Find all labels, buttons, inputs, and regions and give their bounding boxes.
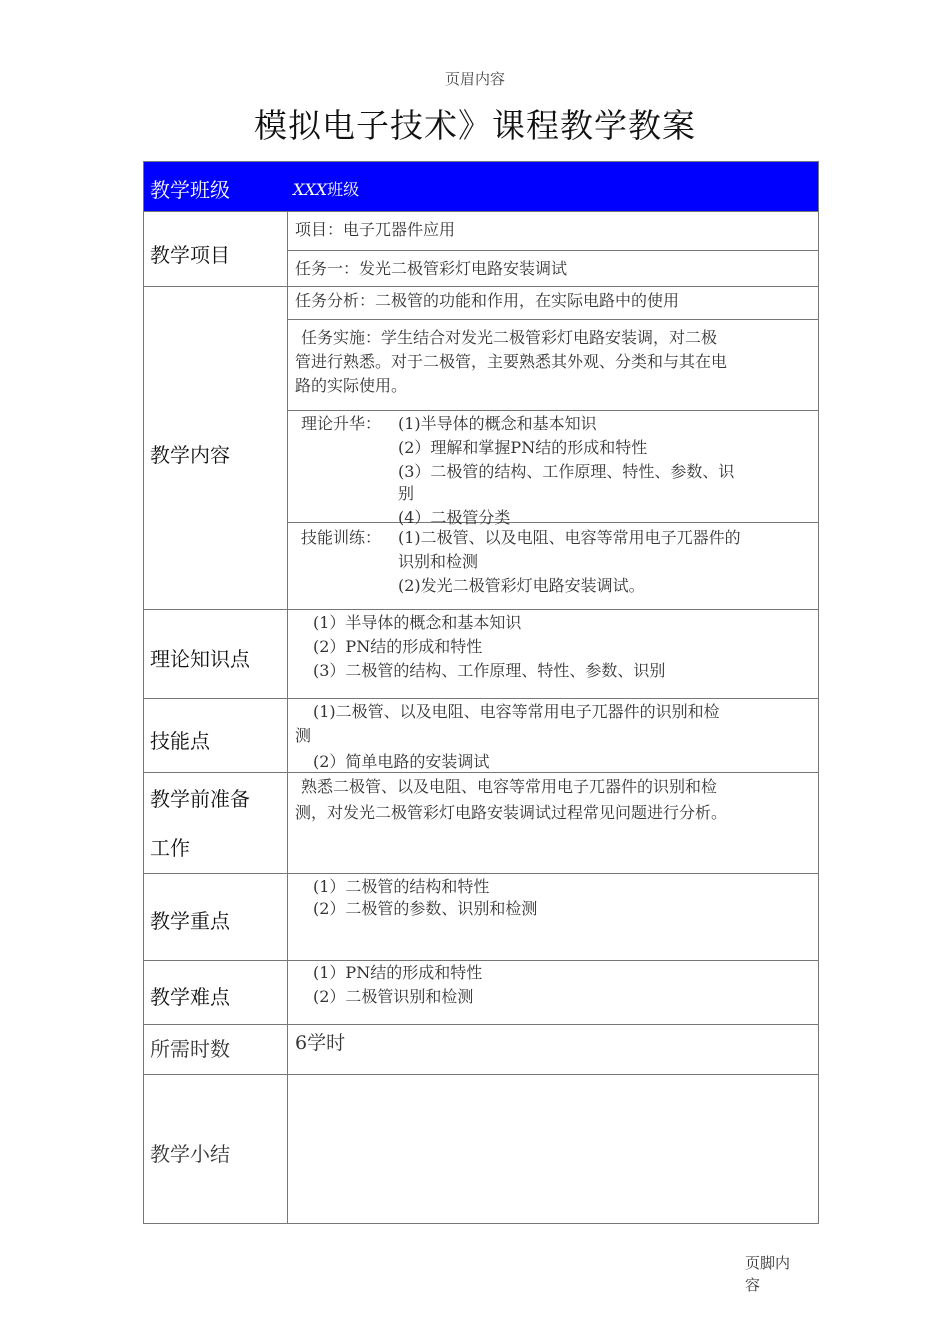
skill-item-2: (2)发光二极管彩灯电路安装调试。 [398, 576, 645, 595]
project-text: 项目：电子兀器件应用 [295, 220, 456, 239]
hours-label: 所需时数 [150, 1037, 230, 1061]
skill-point-1-cont: 测 [295, 726, 312, 745]
implementation-line-1: 任务实施：学生结合对发光二极管彩灯电路安装调，对二极 [301, 328, 718, 347]
theory-item-3-cont: 别 [398, 484, 415, 503]
preparation-line-1: 熟悉二极管、以及电阻、电容等常用电子兀器件的识别和检 [301, 777, 718, 796]
theory-point-2: (2）PN结的形成和特性 [313, 637, 483, 656]
skill-label: 技能训练： [301, 528, 382, 547]
class-value: XXX班级 [293, 180, 360, 199]
page-title: 模拟电子技术》课程教学教案 [254, 106, 696, 145]
lesson-plan-table [143, 161, 819, 1224]
implementation-line-2: 管进行熟悉。对于二极管，主要熟悉其外观、分类和与其在电 [295, 352, 728, 371]
skill-points-label: 技能点 [150, 729, 210, 753]
preparation-label-line-1: 教学前准备 [150, 787, 250, 811]
summary-label: 教学小结 [150, 1142, 230, 1166]
skill-item-1: (1)二极管、以及电阻、电容等常用电子兀器件的 [398, 528, 741, 547]
hours-value: 6学时 [295, 1032, 346, 1054]
class-label: 教学班级 [150, 178, 230, 202]
preparation-line-2: 测，对发光二极管彩灯电路安装调试过程常见问题进行分析。 [295, 803, 728, 822]
preparation-label-line-2: 工作 [150, 836, 190, 860]
key-point-1: (1）二极管的结构和特性 [313, 877, 490, 896]
skill-point-2: (2）简单电路的安装调试 [313, 752, 490, 771]
skill-point-1: (1)二极管、以及电阻、电容等常用电子兀器件的识别和检 [313, 702, 720, 721]
theory-point-1: (1）半导体的概念和基本知识 [313, 613, 522, 632]
difficult-point-1: (1）PN结的形成和特性 [313, 963, 483, 982]
theory-item-3: (3）二极管的结构、工作原理、特性、参数、识 [398, 462, 735, 481]
theory-item-1: (1)半导体的概念和基本知识 [398, 414, 597, 433]
content-label: 教学内容 [150, 443, 230, 467]
difficult-points-label: 教学难点 [150, 985, 230, 1009]
key-point-2: (2）二极管的参数、识别和检测 [313, 899, 538, 918]
theory-item-4: (4）二极管分类 [398, 508, 511, 527]
theory-label: 理论升华： [301, 414, 382, 433]
theory-item-2: (2）理解和掌握PN结的形成和特性 [398, 438, 648, 457]
task-text: 任务一：发光二极管彩灯电路安装调试 [295, 259, 568, 278]
skill-item-1-cont: 识别和检测 [398, 552, 479, 571]
footer-line-1: 页脚内 [745, 1254, 791, 1272]
project-label: 教学项目 [150, 243, 230, 267]
difficult-point-2: (2）二极管识别和检测 [313, 987, 474, 1006]
implementation-line-3: 路的实际使用。 [295, 376, 408, 395]
footer-line-2: 容 [745, 1276, 761, 1294]
key-points-label: 教学重点 [150, 909, 230, 933]
theory-points-label: 理论知识点 [150, 647, 250, 671]
task-analysis: 任务分析：二极管的功能和作用，在实际电路中的使用 [295, 291, 680, 310]
theory-point-3: (3）二极管的结构、工作原理、特性、参数、识别 [313, 661, 666, 680]
class-row [143, 161, 819, 211]
page-header: 页眉内容 [444, 70, 505, 88]
page-footer [745, 1252, 805, 1296]
